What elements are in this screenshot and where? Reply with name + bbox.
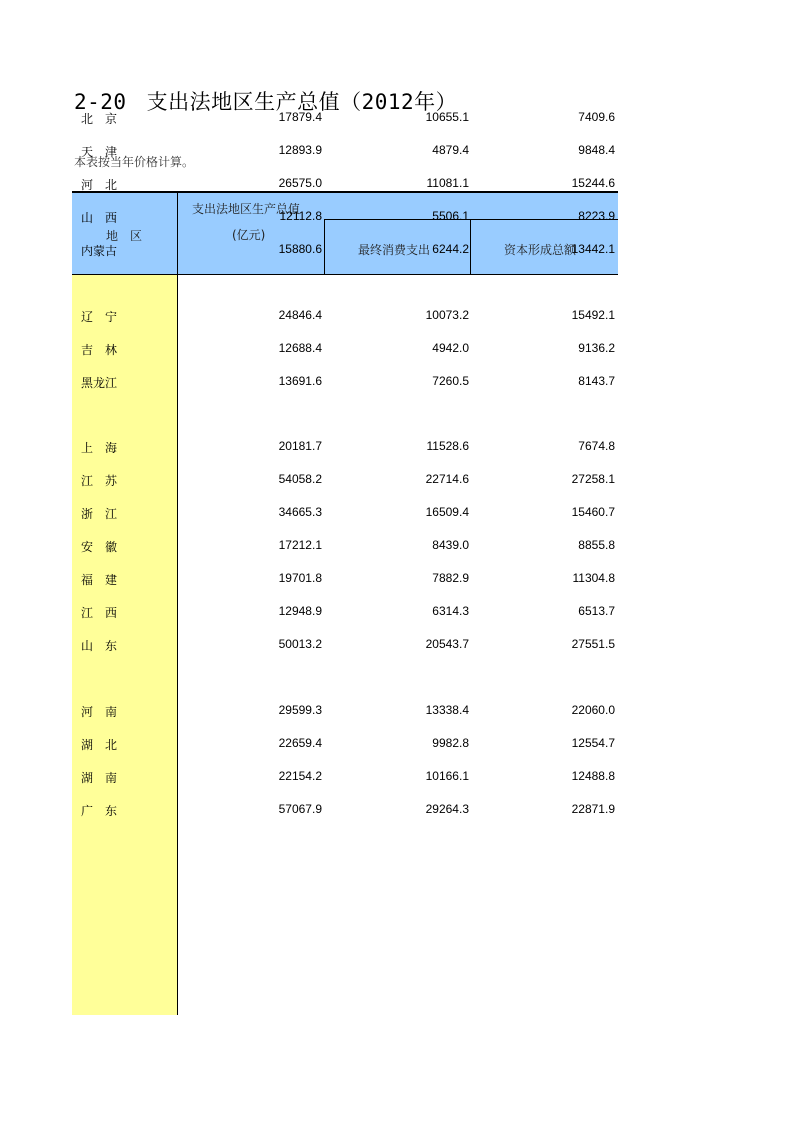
table-row <box>72 102 618 135</box>
consumption-cell: 6314.3 <box>432 604 469 618</box>
gdp-cell: 12112.8 <box>279 209 322 223</box>
table-row <box>72 497 618 530</box>
gdp-cell: 24846.4 <box>278 308 322 322</box>
capital-cell: 27258.1 <box>571 472 615 486</box>
region-cell: 天 津 <box>81 145 118 159</box>
region-cell: 江 西 <box>81 606 118 620</box>
consumption-cell: 22714.6 <box>425 472 469 486</box>
table-row <box>72 333 618 366</box>
capital-cell: 9848.4 <box>578 143 615 157</box>
region-cell: 北 京 <box>81 112 118 126</box>
capital-cell: 15244.6 <box>571 176 615 190</box>
region-cell: 内蒙古 <box>81 244 118 258</box>
consumption-cell: 8439.0 <box>432 538 469 552</box>
table-row <box>72 761 618 794</box>
table-row <box>72 794 618 827</box>
gdp-cell: 29599.3 <box>278 703 322 717</box>
consumption-cell: 9982.8 <box>432 736 469 750</box>
table-row <box>72 596 618 629</box>
table-row <box>72 431 618 464</box>
header-gdp: 支出法地区生产总值 <box>192 202 301 216</box>
consumption-cell: 5506.1 <box>432 209 469 223</box>
region-cell: 湖 南 <box>81 771 118 785</box>
consumption-cell: 7882.9 <box>432 571 469 585</box>
header-capital-formation: 资本形成总额 <box>504 243 577 257</box>
consumption-cell: 10166.1 <box>425 769 469 783</box>
gdp-cell: 50013.2 <box>278 637 322 651</box>
capital-cell: 9136.2 <box>578 341 615 355</box>
consumption-cell: 10073.2 <box>425 308 469 322</box>
gdp-cell: 20181.7 <box>278 439 322 453</box>
capital-cell: 7409.6 <box>578 110 615 124</box>
capital-cell: 8223.9 <box>578 209 615 223</box>
consumption-cell: 4942.0 <box>432 341 469 355</box>
table-row <box>72 530 618 563</box>
header-gdp-unit: (亿元) <box>232 228 266 242</box>
capital-cell: 13442.1 <box>571 242 615 256</box>
gdp-cell: 22154.2 <box>278 769 322 783</box>
table-row <box>72 201 618 234</box>
region-cell: 河 北 <box>81 178 118 192</box>
gdp-cell: 57067.9 <box>278 802 322 816</box>
consumption-cell: 6244.2 <box>432 242 469 256</box>
capital-cell: 15460.7 <box>571 505 615 519</box>
capital-cell: 12554.7 <box>571 736 615 750</box>
table-note: 本表按当年价格计算。 <box>74 155 195 169</box>
capital-cell: 27551.5 <box>571 637 615 651</box>
capital-cell: 6513.7 <box>578 604 615 618</box>
table-row <box>72 728 618 761</box>
region-cell: 上 海 <box>81 441 118 455</box>
consumption-cell: 13338.4 <box>425 703 469 717</box>
header-final-consumption: 最终消费支出 <box>358 243 431 257</box>
region-cell: 福 建 <box>81 573 118 587</box>
gdp-cell: 19701.8 <box>278 571 322 585</box>
capital-cell: 15492.1 <box>571 308 615 322</box>
consumption-cell: 29264.3 <box>425 802 469 816</box>
table-row <box>72 168 618 201</box>
gdp-cell: 13691.6 <box>278 374 322 388</box>
gdp-cell: 22659.4 <box>278 736 322 750</box>
region-cell: 黑龙江 <box>81 376 118 390</box>
consumption-cell: 4879.4 <box>432 143 469 157</box>
region-cell: 山 西 <box>81 211 118 225</box>
gdp-cell: 17879.4 <box>278 110 322 124</box>
gdp-cell: 17212.1 <box>278 538 322 552</box>
table-title: 支出法地区生产总值（2012年） <box>146 90 458 114</box>
region-cell: 广 东 <box>81 804 118 818</box>
region-cell: 安 徽 <box>81 540 118 554</box>
capital-cell: 8855.8 <box>578 538 615 552</box>
region-cell: 辽 宁 <box>81 310 118 324</box>
consumption-cell: 11528.6 <box>426 439 469 453</box>
region-cell: 吉 林 <box>81 343 118 357</box>
table-row <box>72 464 618 497</box>
table-row <box>72 234 618 267</box>
consumption-cell: 7260.5 <box>432 374 469 388</box>
table-row <box>72 135 618 168</box>
gdp-cell: 34665.3 <box>278 505 322 519</box>
gdp-cell: 26575.0 <box>278 176 322 190</box>
region-cell: 湖 北 <box>81 738 118 752</box>
capital-cell: 22060.0 <box>571 703 615 717</box>
capital-cell: 22871.9 <box>571 802 615 816</box>
consumption-cell: 16509.4 <box>425 505 469 519</box>
region-cell: 河 南 <box>81 705 118 719</box>
gdp-cell: 15880.6 <box>278 242 322 256</box>
region-cell: 浙 江 <box>81 507 118 521</box>
table-number: 2-20 <box>74 90 127 114</box>
gdp-cell: 12893.9 <box>278 143 322 157</box>
gdp-cell: 54058.2 <box>278 472 322 486</box>
gdp-cell: 12688.4 <box>278 341 322 355</box>
gdp-cell: 12948.9 <box>278 604 322 618</box>
capital-cell: 7674.8 <box>578 439 615 453</box>
region-cell: 江 苏 <box>81 474 118 488</box>
table-row <box>72 563 618 596</box>
capital-cell: 11304.8 <box>572 571 615 585</box>
consumption-cell: 10655.1 <box>425 110 469 124</box>
capital-cell: 8143.7 <box>578 374 615 388</box>
consumption-cell: 20543.7 <box>425 637 469 651</box>
capital-cell: 12488.8 <box>571 769 615 783</box>
table-row <box>72 366 618 399</box>
header-region: 地 区 <box>106 229 143 243</box>
table-row <box>72 300 618 333</box>
region-cell: 山 东 <box>81 639 118 653</box>
consumption-cell: 11081.1 <box>426 176 469 190</box>
table-row <box>72 695 618 728</box>
table-row <box>72 629 618 662</box>
